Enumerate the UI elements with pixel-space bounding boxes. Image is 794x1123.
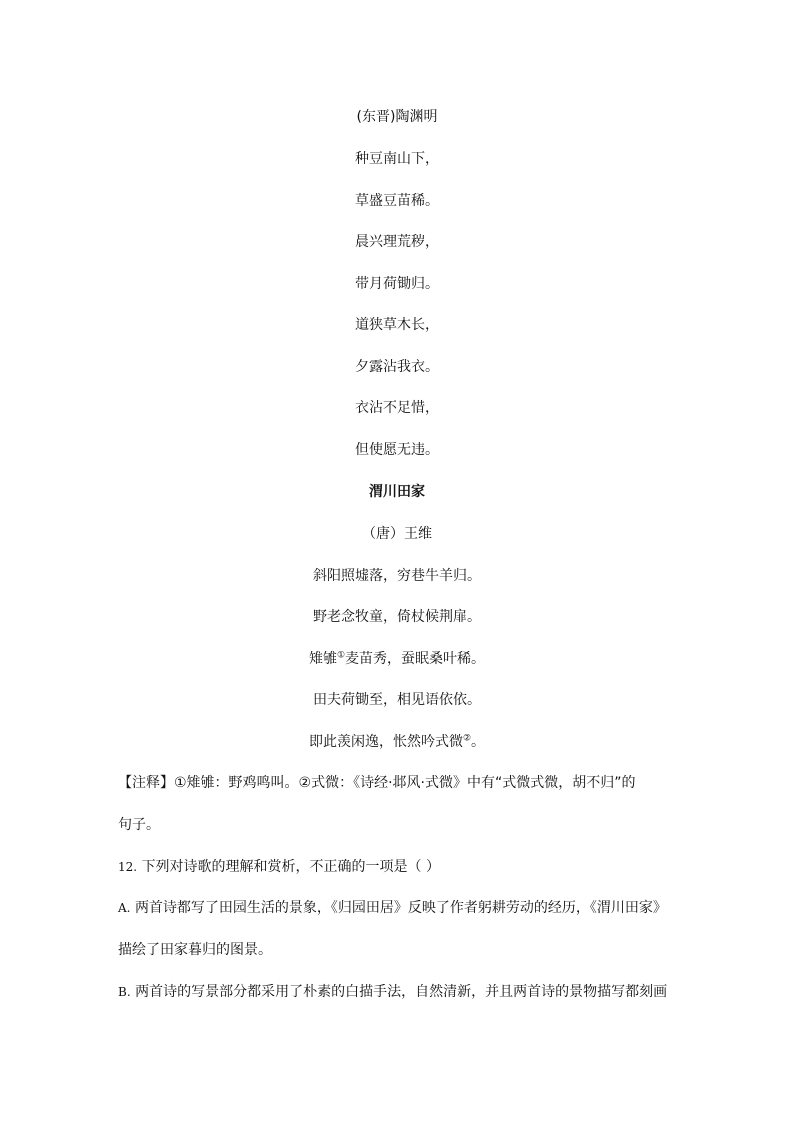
poem1-line-4: 带月荷锄归。 (355, 276, 439, 292)
option-a-text: 两首诗都写了田园生活的景象，《归园田居》反映了作者躬耕劳动的经历，《渭川田家》 (134, 900, 667, 916)
poem2-line-5-post: 。 (471, 734, 486, 750)
poem1-line-5: 道狭草木长， (355, 317, 439, 333)
poem1-line-2: 草盛豆苗稀。 (355, 193, 439, 209)
question-12-stem (118, 857, 440, 877)
option-a-label: A. (118, 901, 131, 915)
option-a-line-2: 描绘了田家暮归的图景。 (118, 942, 272, 958)
option-b-line-1 (118, 982, 667, 1002)
footnote-marker-1: ① (336, 650, 346, 661)
poem2-line-3-post: 麦苗秀，蚕眠桑叶稀。 (345, 651, 486, 667)
poem1-line-7: 衣沾不足惜， (355, 400, 439, 416)
option-b-label: B. (118, 985, 131, 999)
poem1-line-8: 但使愿无违。 (355, 442, 439, 458)
poem1-line-3: 晨兴理荒秽， (355, 234, 439, 250)
footnote-marker-2: ② (462, 733, 472, 744)
poem1-author: (东晋)陶渊明 (356, 109, 438, 125)
notes-line-1: 【注释】①雉雊：野鸡鸣叫。②式微：《诗经·邶风·式微》中有“式微式微，胡不归”的 (118, 775, 636, 791)
poem2-line-2: 野老念牧童，倚杖候荆扉。 (313, 609, 481, 625)
option-a-line-1 (118, 898, 667, 918)
poem2-author: （唐）王维 (362, 526, 432, 542)
poem2-line-3 (0, 649, 794, 669)
poem2-line-5 (0, 732, 794, 752)
poem2-line-5-pre: 即此羡闲逸，怅然吟式微 (308, 734, 463, 750)
poem2-line-1: 斜阳照墟落，穷巷牛羊归。 (313, 568, 481, 584)
poem1-line-6: 夕露沾我衣。 (355, 359, 439, 375)
poem2-line-4: 田夫荷锄至，相见语依依。 (313, 692, 481, 708)
notes-line-2: 句子。 (118, 817, 160, 833)
option-b-text: 两首诗的写景部分都采用了朴素的白描手法，自然清新，并且两首诗的景物描写都刻画 (135, 984, 668, 1000)
question-text: 下列对诗歌的理解和赏析，不正确的一项是（ ） (141, 859, 440, 875)
poem1-line-1: 种豆南山下， (355, 151, 439, 167)
question-number: 12. (118, 860, 138, 874)
poem2-line-3-pre: 雉雊 (308, 651, 337, 667)
poem2-title: 渭川田家 (369, 484, 425, 500)
